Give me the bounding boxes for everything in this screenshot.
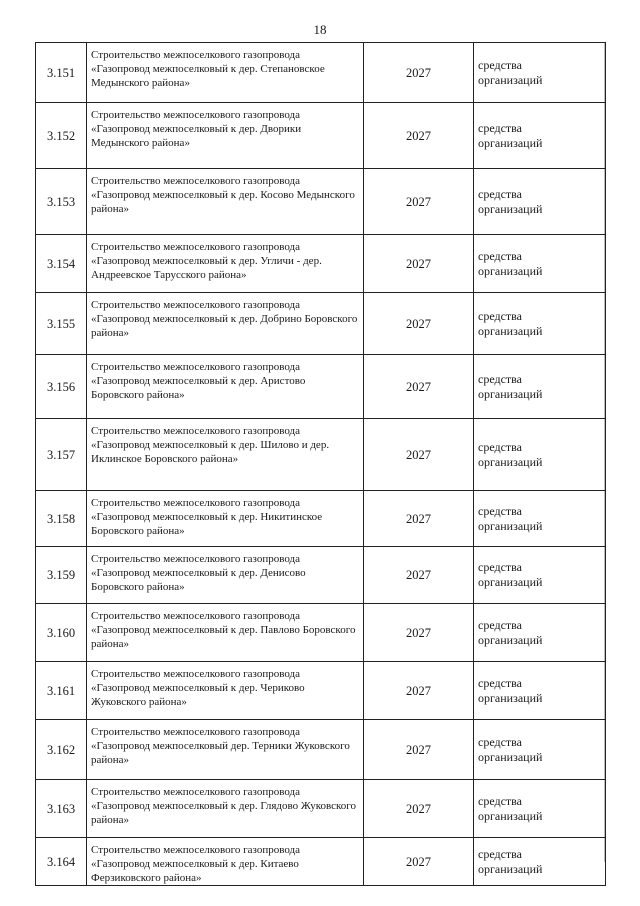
row-funding-source bbox=[474, 103, 606, 169]
row-description: Строительство межпоселкового газопровода «Газопровод межпоселковый к дер. Добрино Боровского района» bbox=[87, 293, 364, 355]
row-year: 2027 bbox=[364, 491, 474, 547]
row-number: 3.153 bbox=[36, 169, 87, 235]
row-year: 2027 bbox=[364, 662, 474, 720]
table-row bbox=[36, 103, 606, 169]
table-row bbox=[36, 43, 606, 103]
row-description: Строительство межпоселкового газопровода «Газопровод межпоселковый к дер. Косово Медынского района» bbox=[87, 169, 364, 235]
row-year: 2027 bbox=[364, 547, 474, 604]
row-number: 3.164 bbox=[36, 838, 87, 886]
funding-source-line2: организаций bbox=[478, 575, 543, 589]
row-number: 3.163 bbox=[36, 780, 87, 838]
funding-source-line2: организаций bbox=[478, 518, 543, 533]
row-year: 2027 bbox=[364, 838, 474, 886]
row-description: Строительство межпоселкового газопровода «Газопровод межпоселковый к дер. Павлово Боровского района» bbox=[87, 604, 364, 662]
row-number: 3.159 bbox=[36, 547, 87, 604]
row-description: Строительство межпоселкового газопровода «Газопровод межпоселковый к дер. Шилово и дер. Иклинское Боровского района» bbox=[87, 419, 364, 491]
row-number: 3.158 bbox=[36, 491, 87, 547]
row-number: 3.157 bbox=[36, 419, 87, 491]
row-number: 3.154 bbox=[36, 235, 87, 293]
row-year: 2027 bbox=[364, 293, 474, 355]
funding-source-line2: организаций bbox=[478, 263, 543, 278]
row-year: 2027 bbox=[364, 604, 474, 662]
row-funding-source bbox=[474, 547, 606, 604]
row-number: 3.156 bbox=[36, 355, 87, 419]
row-description: Строительство межпоселкового газопровода «Газопровод межпоселковый к дер. Угличи - дер. Андреевское Тарусского района» bbox=[87, 235, 364, 293]
funding-source-line1: средства bbox=[478, 846, 523, 861]
row-description: Строительство межпоселкового газопровода «Газопровод межпоселковый к дер. Глядово Жуковского района» bbox=[87, 780, 364, 838]
row-funding-source bbox=[474, 419, 606, 491]
funding-source-line2: организаций bbox=[478, 386, 543, 401]
row-funding-source bbox=[474, 235, 606, 293]
table-row bbox=[36, 780, 606, 838]
table-row bbox=[36, 547, 606, 604]
funding-source-line2: организаций bbox=[478, 323, 543, 338]
table-row bbox=[36, 838, 606, 886]
table-row bbox=[36, 169, 606, 235]
funding-source-line1: средства bbox=[478, 560, 523, 574]
row-year: 2027 bbox=[364, 780, 474, 838]
row-number: 3.152 bbox=[36, 103, 87, 169]
row-year: 2027 bbox=[364, 43, 474, 103]
row-number: 3.155 bbox=[36, 293, 87, 355]
row-year: 2027 bbox=[364, 103, 474, 169]
row-funding-source bbox=[474, 169, 606, 235]
row-funding-source bbox=[474, 838, 606, 886]
row-year: 2027 bbox=[364, 355, 474, 419]
row-funding-source bbox=[474, 604, 606, 662]
table-body bbox=[36, 43, 606, 886]
row-funding-source bbox=[474, 43, 606, 103]
funding-source-line1: средства bbox=[478, 57, 523, 72]
funding-source-line1: средства bbox=[478, 617, 523, 632]
page-number: 18 bbox=[313, 22, 327, 37]
measures-table bbox=[35, 42, 606, 886]
row-funding-source bbox=[474, 662, 606, 720]
table-row bbox=[36, 293, 606, 355]
funding-source-line1: средства bbox=[478, 734, 523, 749]
funding-source-line1: средства bbox=[478, 793, 523, 808]
row-description: Строительство межпоселкового газопровода «Газопровод межпоселковый к дер. Чериково Жуковского района» bbox=[87, 662, 364, 720]
row-funding-source bbox=[474, 720, 606, 780]
row-funding-source bbox=[474, 293, 606, 355]
row-number: 3.162 bbox=[36, 720, 87, 780]
row-funding-source bbox=[474, 355, 606, 419]
funding-source-line1: средства bbox=[478, 120, 523, 135]
table-row bbox=[36, 235, 606, 293]
funding-source-line1: средства bbox=[478, 186, 523, 201]
funding-source-line1: средства bbox=[478, 371, 523, 386]
table-row bbox=[36, 604, 606, 662]
funding-source-line2: организаций bbox=[478, 861, 543, 876]
row-description: Строительство межпоселкового газопровода «Газопровод межпоселковый к дер. Дворики Медынского района» bbox=[87, 103, 364, 169]
funding-source-line1: средства bbox=[478, 503, 523, 518]
table-row bbox=[36, 720, 606, 780]
funding-source-line1: средства bbox=[478, 439, 523, 454]
funding-source-line1: средства bbox=[478, 675, 523, 690]
row-funding-source bbox=[474, 780, 606, 838]
table-row bbox=[36, 491, 606, 547]
funding-source-line2: организаций bbox=[478, 454, 543, 469]
funding-source-line1: средства bbox=[478, 248, 523, 263]
row-description: Строительство межпоселкового газопровода «Газопровод межпоселковый к дер. Аристово Боровского района» bbox=[87, 355, 364, 419]
table-row bbox=[36, 355, 606, 419]
row-number: 3.151 bbox=[36, 43, 87, 103]
row-year: 2027 bbox=[364, 419, 474, 491]
funding-source-line2: организаций bbox=[478, 201, 543, 216]
row-funding-source bbox=[474, 491, 606, 547]
funding-source-line2: организаций bbox=[478, 690, 543, 705]
row-number: 3.161 bbox=[36, 662, 87, 720]
row-description: Строительство межпоселкового газопровода «Газопровод межпоселковый дер. Терники Жуковского района» bbox=[87, 720, 364, 780]
funding-source-line2: организаций bbox=[478, 632, 543, 647]
row-description: Строительство межпоселкового газопровода «Газопровод межпоселковый к дер. Степановское Медынского района» bbox=[87, 43, 364, 103]
row-description: Строительство межпоселкового газопровода «Газопровод межпоселковый к дер. Никитинское Боровского района» bbox=[87, 491, 364, 547]
funding-source-line2: организаций bbox=[478, 135, 543, 150]
row-year: 2027 bbox=[364, 720, 474, 780]
row-number: 3.160 bbox=[36, 604, 87, 662]
row-description: Строительство межпоселкового газопровода «Газопровод межпоселковый к дер. Китаево Ферзиковского района» bbox=[87, 838, 364, 886]
row-year: 2027 bbox=[364, 235, 474, 293]
funding-source-line1: средства bbox=[478, 308, 523, 323]
row-year: 2027 bbox=[364, 169, 474, 235]
funding-source-line2: организаций bbox=[478, 72, 543, 87]
table-row bbox=[36, 662, 606, 720]
row-description: Строительство межпоселкового газопровода «Газопровод межпоселковый к дер. Денисово Боровского района» bbox=[87, 547, 364, 604]
funding-source-line2: организаций bbox=[478, 808, 543, 823]
table-row bbox=[36, 419, 606, 491]
funding-source-line2: организаций bbox=[478, 749, 543, 764]
